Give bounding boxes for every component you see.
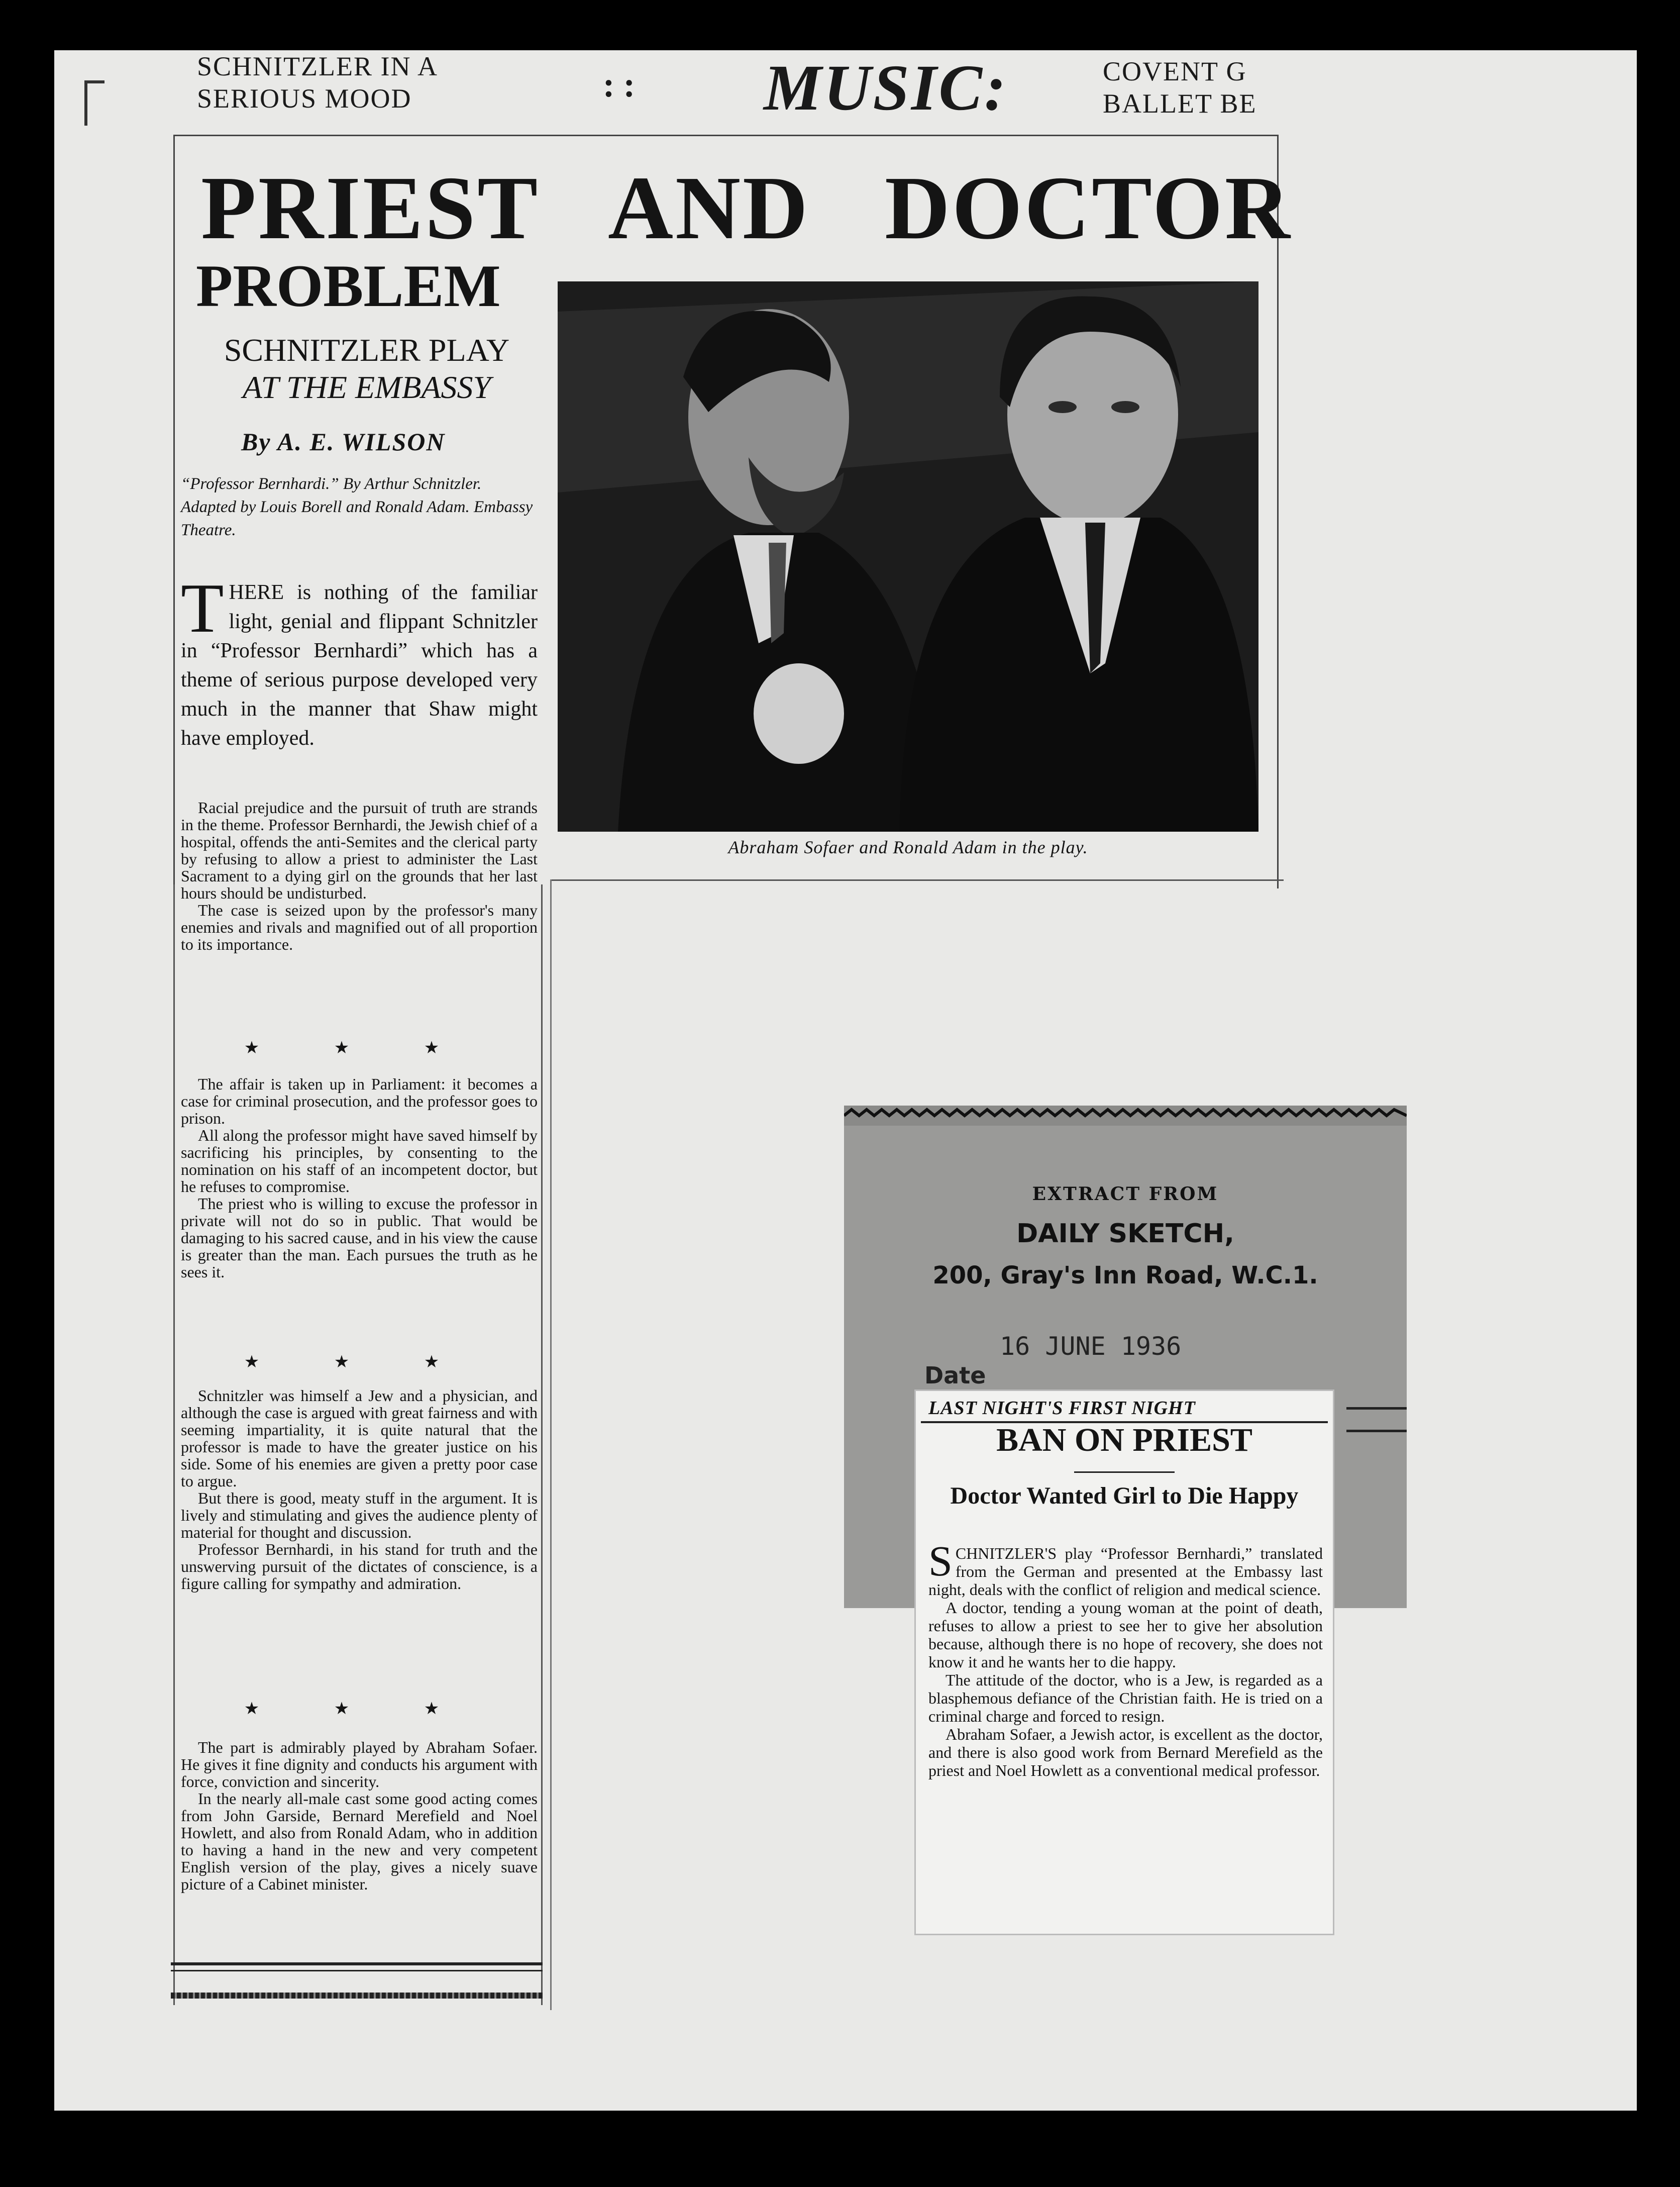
masthead-separator: : : bbox=[603, 66, 636, 105]
clipping-paragraph: Abraham Sofaer, a Jewish actor, is excellent as the doctor, and there is also good work from Bernard Merefield as the priest and Noel Howlett as a conventional medical professor. bbox=[928, 1725, 1323, 1779]
article-lead-paragraph bbox=[181, 569, 538, 753]
masthead-right-line1: COVENT G bbox=[1103, 56, 1247, 86]
photo-frame-edge bbox=[550, 879, 552, 2010]
section-divider-stars: ★ ★ ★ bbox=[244, 1353, 475, 1371]
article-subhead bbox=[196, 332, 538, 406]
extract-label: EXTRACT FROM bbox=[1032, 1183, 1219, 1205]
article-photograph bbox=[558, 281, 1258, 832]
extract-rules bbox=[1346, 1407, 1407, 1432]
drop-cap: S bbox=[928, 1537, 953, 1585]
article-paragraph: Professor Bernhardi, in his stand for truth and the unswerving pursuit of the dictates of conscience, is a figure calling for sympathy and admiration. bbox=[181, 1540, 538, 1593]
article-paragraph: In the nearly all-male cast some good acting comes from John Garside, Bernard Merefield and Noel Howlett, and also from Ronald Adam, who in addition to having a hand in the new and very competent English version of the play, gives a nicely suave picture of a Cabinet minister. bbox=[181, 1790, 538, 1893]
article-headline: PRIEST AND DOCTOR bbox=[201, 158, 1292, 258]
clipping-headline: BAN ON PRIEST bbox=[996, 1422, 1252, 1458]
lead-text: CHNITZLER'S play “Professor Bernhardi,” translated from the German and presented at the Embassy last night, deals with the conflict of religion and medical science. bbox=[928, 1544, 1323, 1599]
second-clipping bbox=[914, 1389, 1334, 1935]
section-title-music: MUSIC: bbox=[764, 52, 1008, 124]
clipping-paragraph: The attitude of the doctor, who is a Jew, is regarded as a blasphemous defiance of the Christian faith. He is tried on a criminal charge and forced to resign. bbox=[928, 1671, 1323, 1725]
masthead-right bbox=[1103, 55, 1279, 120]
article-paragraph: The part is admirably played by Abraham Sofaer. He gives it fine dignity and conducts his argument with force, conviction and sincerity. bbox=[181, 1738, 538, 1791]
article-body-1 bbox=[181, 799, 538, 953]
article-credit: “Professor Bernhardi.” By Arthur Schnitzler. Adapted by Louis Borell and Ronald Adam. Embassy Theatre. bbox=[181, 475, 533, 539]
article-body-3 bbox=[181, 1387, 538, 1592]
article-subhead-line1: SCHNITZLER PLAY bbox=[224, 332, 510, 368]
masthead-left bbox=[197, 50, 438, 115]
article-body-2 bbox=[181, 1075, 538, 1280]
date-stamp: 16 JUNE 1936 bbox=[1000, 1332, 1182, 1361]
date-label: Date bbox=[924, 1362, 986, 1389]
article-paragraph: The priest who is willing to excuse the professor in private will not do so in public. That would be damaging to his sacred cause, and in his view the cause is greater than the man. Each pursues the truth as he sees it. bbox=[181, 1195, 538, 1281]
clipping-lead bbox=[928, 1537, 1323, 1599]
article-paragraph: The case is seized upon by the professor's many enemies and rivals and magnified out of all proportion to its importance. bbox=[181, 901, 538, 953]
article-byline: By A. E. WILSON bbox=[241, 428, 446, 456]
drop-cap: T bbox=[181, 569, 224, 647]
masthead-left-line1: SCHNITZLER IN A bbox=[197, 51, 438, 81]
bottom-rule bbox=[171, 1993, 543, 1999]
photo-caption: Abraham Sofaer and Ronald Adam in the play. bbox=[728, 837, 1088, 857]
bottom-rule bbox=[171, 1962, 543, 1965]
clipping-kicker: LAST NIGHT'S FIRST NIGHT bbox=[928, 1398, 1196, 1419]
masthead-left-line2: SERIOUS MOOD bbox=[197, 83, 412, 114]
extract-address: 200, Gray's Inn Road, W.C.1. bbox=[932, 1261, 1318, 1289]
decorative-border bbox=[844, 1106, 1407, 1126]
section-divider-stars: ★ ★ ★ bbox=[244, 1039, 475, 1057]
clipping-short-rule bbox=[1074, 1471, 1175, 1473]
photo-frame-edge bbox=[550, 879, 1284, 881]
article-headline-line2: PROBLEM bbox=[196, 252, 501, 319]
clipping-subhead: Doctor Wanted Girl to Die Happy bbox=[950, 1482, 1299, 1509]
lead-text: HERE is nothing of the familiar light, genial and flippant Schnitzler in “Professor Bernhardi” which has a theme of serious purpose developed very much in the manner that Shaw might have employed. bbox=[181, 581, 538, 750]
article-paragraph: Racial prejudice and the pursuit of truth are strands in the theme. Professor Bernhardi, the Jewish chief of a hospital, offends the anti-Semites and the clerical party by refusing to allow a priest to administer the Last Sacrament to a dying girl on the grounds that her last hours should be undisturbed. bbox=[181, 799, 538, 902]
article-subhead-line2: AT THE EMBASSY bbox=[242, 369, 491, 405]
article-paragraph: But there is good, meaty stuff in the argument. It is lively and stimulating and gives the audience plenty of material for thought and discussion. bbox=[181, 1489, 538, 1541]
masthead-right-line2: BALLET BE bbox=[1103, 88, 1257, 119]
article-paragraph: The affair is taken up in Parliament: it becomes a case for criminal prosecution, and the professor goes to prison. bbox=[181, 1075, 538, 1127]
section-divider-stars: ★ ★ ★ bbox=[244, 1700, 475, 1718]
bottom-rule bbox=[171, 1970, 543, 1971]
article-body-4 bbox=[181, 1739, 538, 1893]
clipping-body bbox=[928, 1537, 1323, 1779]
extract-paper-name: DAILY SKETCH, bbox=[1016, 1219, 1234, 1249]
article-paragraph: All along the professor might have saved himself by sacrificing his principles, by consenting to the nomination on his staff of an incompetent doctor, but he refuses to compromise. bbox=[181, 1126, 538, 1196]
clipping-paragraph: A doctor, tending a young woman at the point of death, refuses to allow a priest to see her to give her absolution because, although there is no hope of recovery, she does not know it and he wants her to die happy. bbox=[928, 1599, 1323, 1671]
article-paragraph: Schnitzler was himself a Jew and a physician, and although the case is argued with great fairness and with seeming impartiality, it is quite natural that the professor is made to have the greater justice on his side. Some of his enemies are given a pretty poor case to argue. bbox=[181, 1386, 538, 1490]
